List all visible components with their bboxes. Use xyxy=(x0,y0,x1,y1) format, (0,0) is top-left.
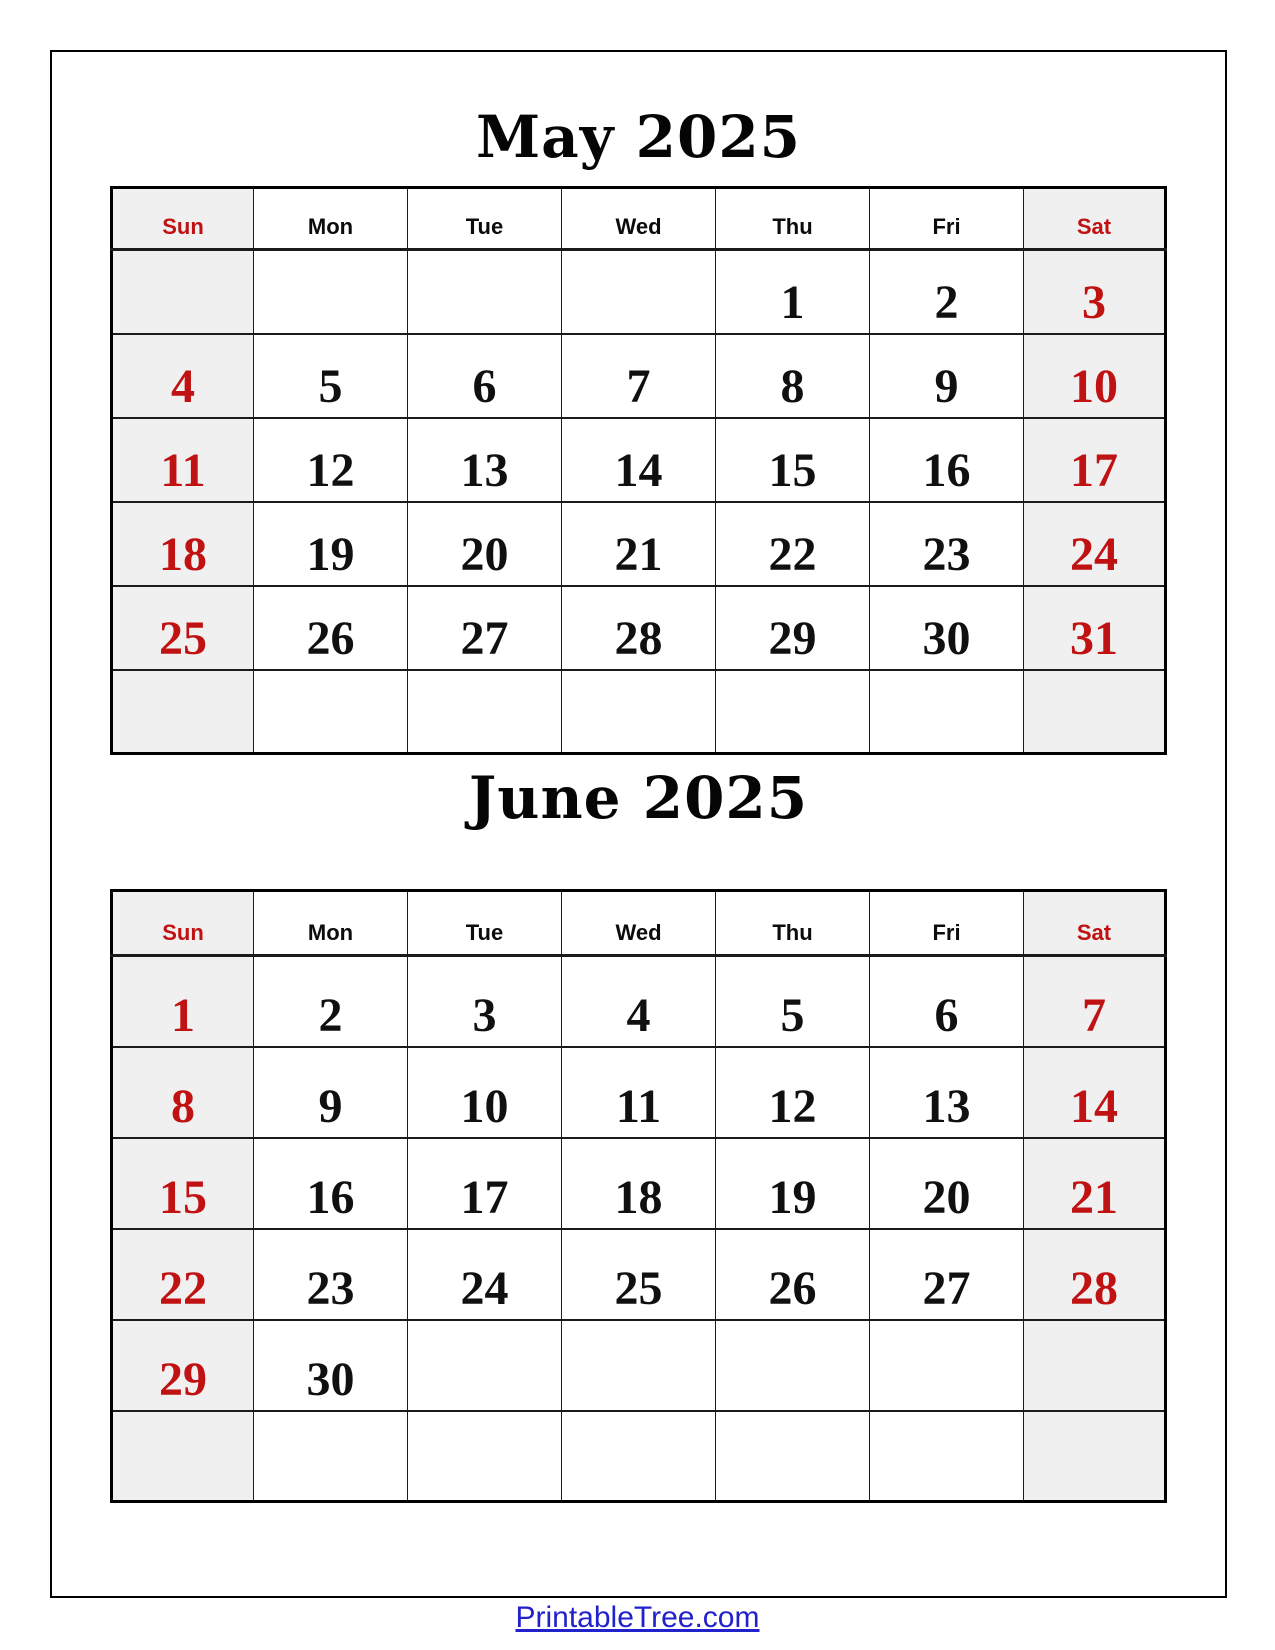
day-cell-may-14: 14 xyxy=(562,418,716,502)
day-cell-may-18: 18 xyxy=(112,502,254,586)
weekday-header-sat: Sat xyxy=(1024,188,1166,250)
day-cell-june-3: 3 xyxy=(408,956,562,1047)
week-row xyxy=(112,1047,1166,1138)
empty-day-cell xyxy=(408,1411,562,1502)
day-cell-june-2: 2 xyxy=(254,956,408,1047)
week-row xyxy=(112,670,1166,754)
day-cell-june-7: 7 xyxy=(1024,956,1166,1047)
day-cell-june-5: 5 xyxy=(716,956,870,1047)
day-cell-may-24: 24 xyxy=(1024,502,1166,586)
empty-day-cell xyxy=(716,670,870,754)
may-calendar-table xyxy=(110,186,1167,755)
empty-day-cell xyxy=(112,250,254,334)
day-cell-may-27: 27 xyxy=(408,586,562,670)
week-row xyxy=(112,418,1166,502)
day-cell-may-4: 4 xyxy=(112,334,254,418)
day-cell-june-19: 19 xyxy=(716,1138,870,1229)
day-cell-june-8: 8 xyxy=(112,1047,254,1138)
empty-day-cell xyxy=(408,1320,562,1411)
day-cell-june-4: 4 xyxy=(562,956,716,1047)
empty-day-cell xyxy=(716,1320,870,1411)
day-cell-may-3: 3 xyxy=(1024,250,1166,334)
week-row xyxy=(112,502,1166,586)
weekday-header-thu: Thu xyxy=(716,188,870,250)
weekday-header-sat: Sat xyxy=(1024,891,1166,956)
empty-day-cell xyxy=(408,670,562,754)
day-cell-may-5: 5 xyxy=(254,334,408,418)
day-cell-may-7: 7 xyxy=(562,334,716,418)
weekday-header-thu: Thu xyxy=(716,891,870,956)
june-calendar-section xyxy=(52,763,1225,1503)
day-cell-may-12: 12 xyxy=(254,418,408,502)
day-cell-may-10: 10 xyxy=(1024,334,1166,418)
weekday-header-sun: Sun xyxy=(112,891,254,956)
empty-day-cell xyxy=(408,250,562,334)
day-cell-june-30: 30 xyxy=(254,1320,408,1411)
empty-day-cell xyxy=(112,670,254,754)
weekday-header-mon: Mon xyxy=(254,188,408,250)
day-cell-may-23: 23 xyxy=(870,502,1024,586)
empty-day-cell xyxy=(1024,1320,1166,1411)
weekday-header-fri: Fri xyxy=(870,891,1024,956)
page-footer xyxy=(0,1601,1275,1635)
weekday-header-row xyxy=(112,188,1166,250)
day-cell-may-16: 16 xyxy=(870,418,1024,502)
footer-site-link[interactable]: PrintableTree.com xyxy=(515,1601,760,1634)
day-cell-may-20: 20 xyxy=(408,502,562,586)
empty-day-cell xyxy=(716,1411,870,1502)
may-calendar-title: May 2025 xyxy=(475,103,802,171)
weekday-header-tue: Tue xyxy=(408,188,562,250)
day-cell-june-20: 20 xyxy=(870,1138,1024,1229)
day-cell-june-23: 23 xyxy=(254,1229,408,1320)
day-cell-may-13: 13 xyxy=(408,418,562,502)
day-cell-may-6: 6 xyxy=(408,334,562,418)
empty-day-cell xyxy=(562,1320,716,1411)
day-cell-june-12: 12 xyxy=(716,1047,870,1138)
empty-day-cell xyxy=(254,1411,408,1502)
weekday-header-wed: Wed xyxy=(562,188,716,250)
day-cell-may-1: 1 xyxy=(716,250,870,334)
day-cell-june-17: 17 xyxy=(408,1138,562,1229)
day-cell-june-27: 27 xyxy=(870,1229,1024,1320)
week-row xyxy=(112,250,1166,334)
week-row xyxy=(112,1229,1166,1320)
day-cell-may-28: 28 xyxy=(562,586,716,670)
weekday-header-row xyxy=(112,891,1166,956)
empty-day-cell xyxy=(870,1320,1024,1411)
empty-day-cell xyxy=(1024,1411,1166,1502)
empty-day-cell xyxy=(870,1411,1024,1502)
empty-day-cell xyxy=(562,670,716,754)
day-cell-june-29: 29 xyxy=(112,1320,254,1411)
empty-day-cell xyxy=(254,250,408,334)
day-cell-june-9: 9 xyxy=(254,1047,408,1138)
day-cell-june-28: 28 xyxy=(1024,1229,1166,1320)
day-cell-may-19: 19 xyxy=(254,502,408,586)
day-cell-may-8: 8 xyxy=(716,334,870,418)
day-cell-may-2: 2 xyxy=(870,250,1024,334)
day-cell-june-13: 13 xyxy=(870,1047,1024,1138)
week-row xyxy=(112,956,1166,1047)
empty-day-cell xyxy=(254,670,408,754)
june-calendar-title: June 2025 xyxy=(468,764,809,832)
week-row xyxy=(112,1138,1166,1229)
day-cell-may-22: 22 xyxy=(716,502,870,586)
day-cell-may-11: 11 xyxy=(112,418,254,502)
day-cell-june-14: 14 xyxy=(1024,1047,1166,1138)
day-cell-june-11: 11 xyxy=(562,1047,716,1138)
day-cell-june-6: 6 xyxy=(870,956,1024,1047)
day-cell-june-25: 25 xyxy=(562,1229,716,1320)
day-cell-june-21: 21 xyxy=(1024,1138,1166,1229)
day-cell-may-17: 17 xyxy=(1024,418,1166,502)
empty-day-cell xyxy=(1024,670,1166,754)
weekday-header-tue: Tue xyxy=(408,891,562,956)
week-row xyxy=(112,1411,1166,1502)
day-cell-may-15: 15 xyxy=(716,418,870,502)
day-cell-june-16: 16 xyxy=(254,1138,408,1229)
weekday-header-wed: Wed xyxy=(562,891,716,956)
day-cell-may-26: 26 xyxy=(254,586,408,670)
week-row xyxy=(112,586,1166,670)
day-cell-may-31: 31 xyxy=(1024,586,1166,670)
day-cell-june-22: 22 xyxy=(112,1229,254,1320)
weekday-header-sun: Sun xyxy=(112,188,254,250)
day-cell-may-29: 29 xyxy=(716,586,870,670)
empty-day-cell xyxy=(870,670,1024,754)
day-cell-may-30: 30 xyxy=(870,586,1024,670)
day-cell-june-1: 1 xyxy=(112,956,254,1047)
day-cell-june-10: 10 xyxy=(408,1047,562,1138)
may-calendar-section xyxy=(52,102,1225,755)
day-cell-june-18: 18 xyxy=(562,1138,716,1229)
empty-day-cell xyxy=(562,1411,716,1502)
day-cell-may-21: 21 xyxy=(562,502,716,586)
weekday-header-mon: Mon xyxy=(254,891,408,956)
day-cell-may-9: 9 xyxy=(870,334,1024,418)
day-cell-june-15: 15 xyxy=(112,1138,254,1229)
june-calendar-table xyxy=(110,889,1167,1503)
empty-day-cell xyxy=(112,1411,254,1502)
day-cell-june-24: 24 xyxy=(408,1229,562,1320)
week-row xyxy=(112,1320,1166,1411)
week-row xyxy=(112,334,1166,418)
day-cell-june-26: 26 xyxy=(716,1229,870,1320)
day-cell-may-25: 25 xyxy=(112,586,254,670)
weekday-header-fri: Fri xyxy=(870,188,1024,250)
empty-day-cell xyxy=(562,250,716,334)
page-frame xyxy=(50,50,1227,1598)
